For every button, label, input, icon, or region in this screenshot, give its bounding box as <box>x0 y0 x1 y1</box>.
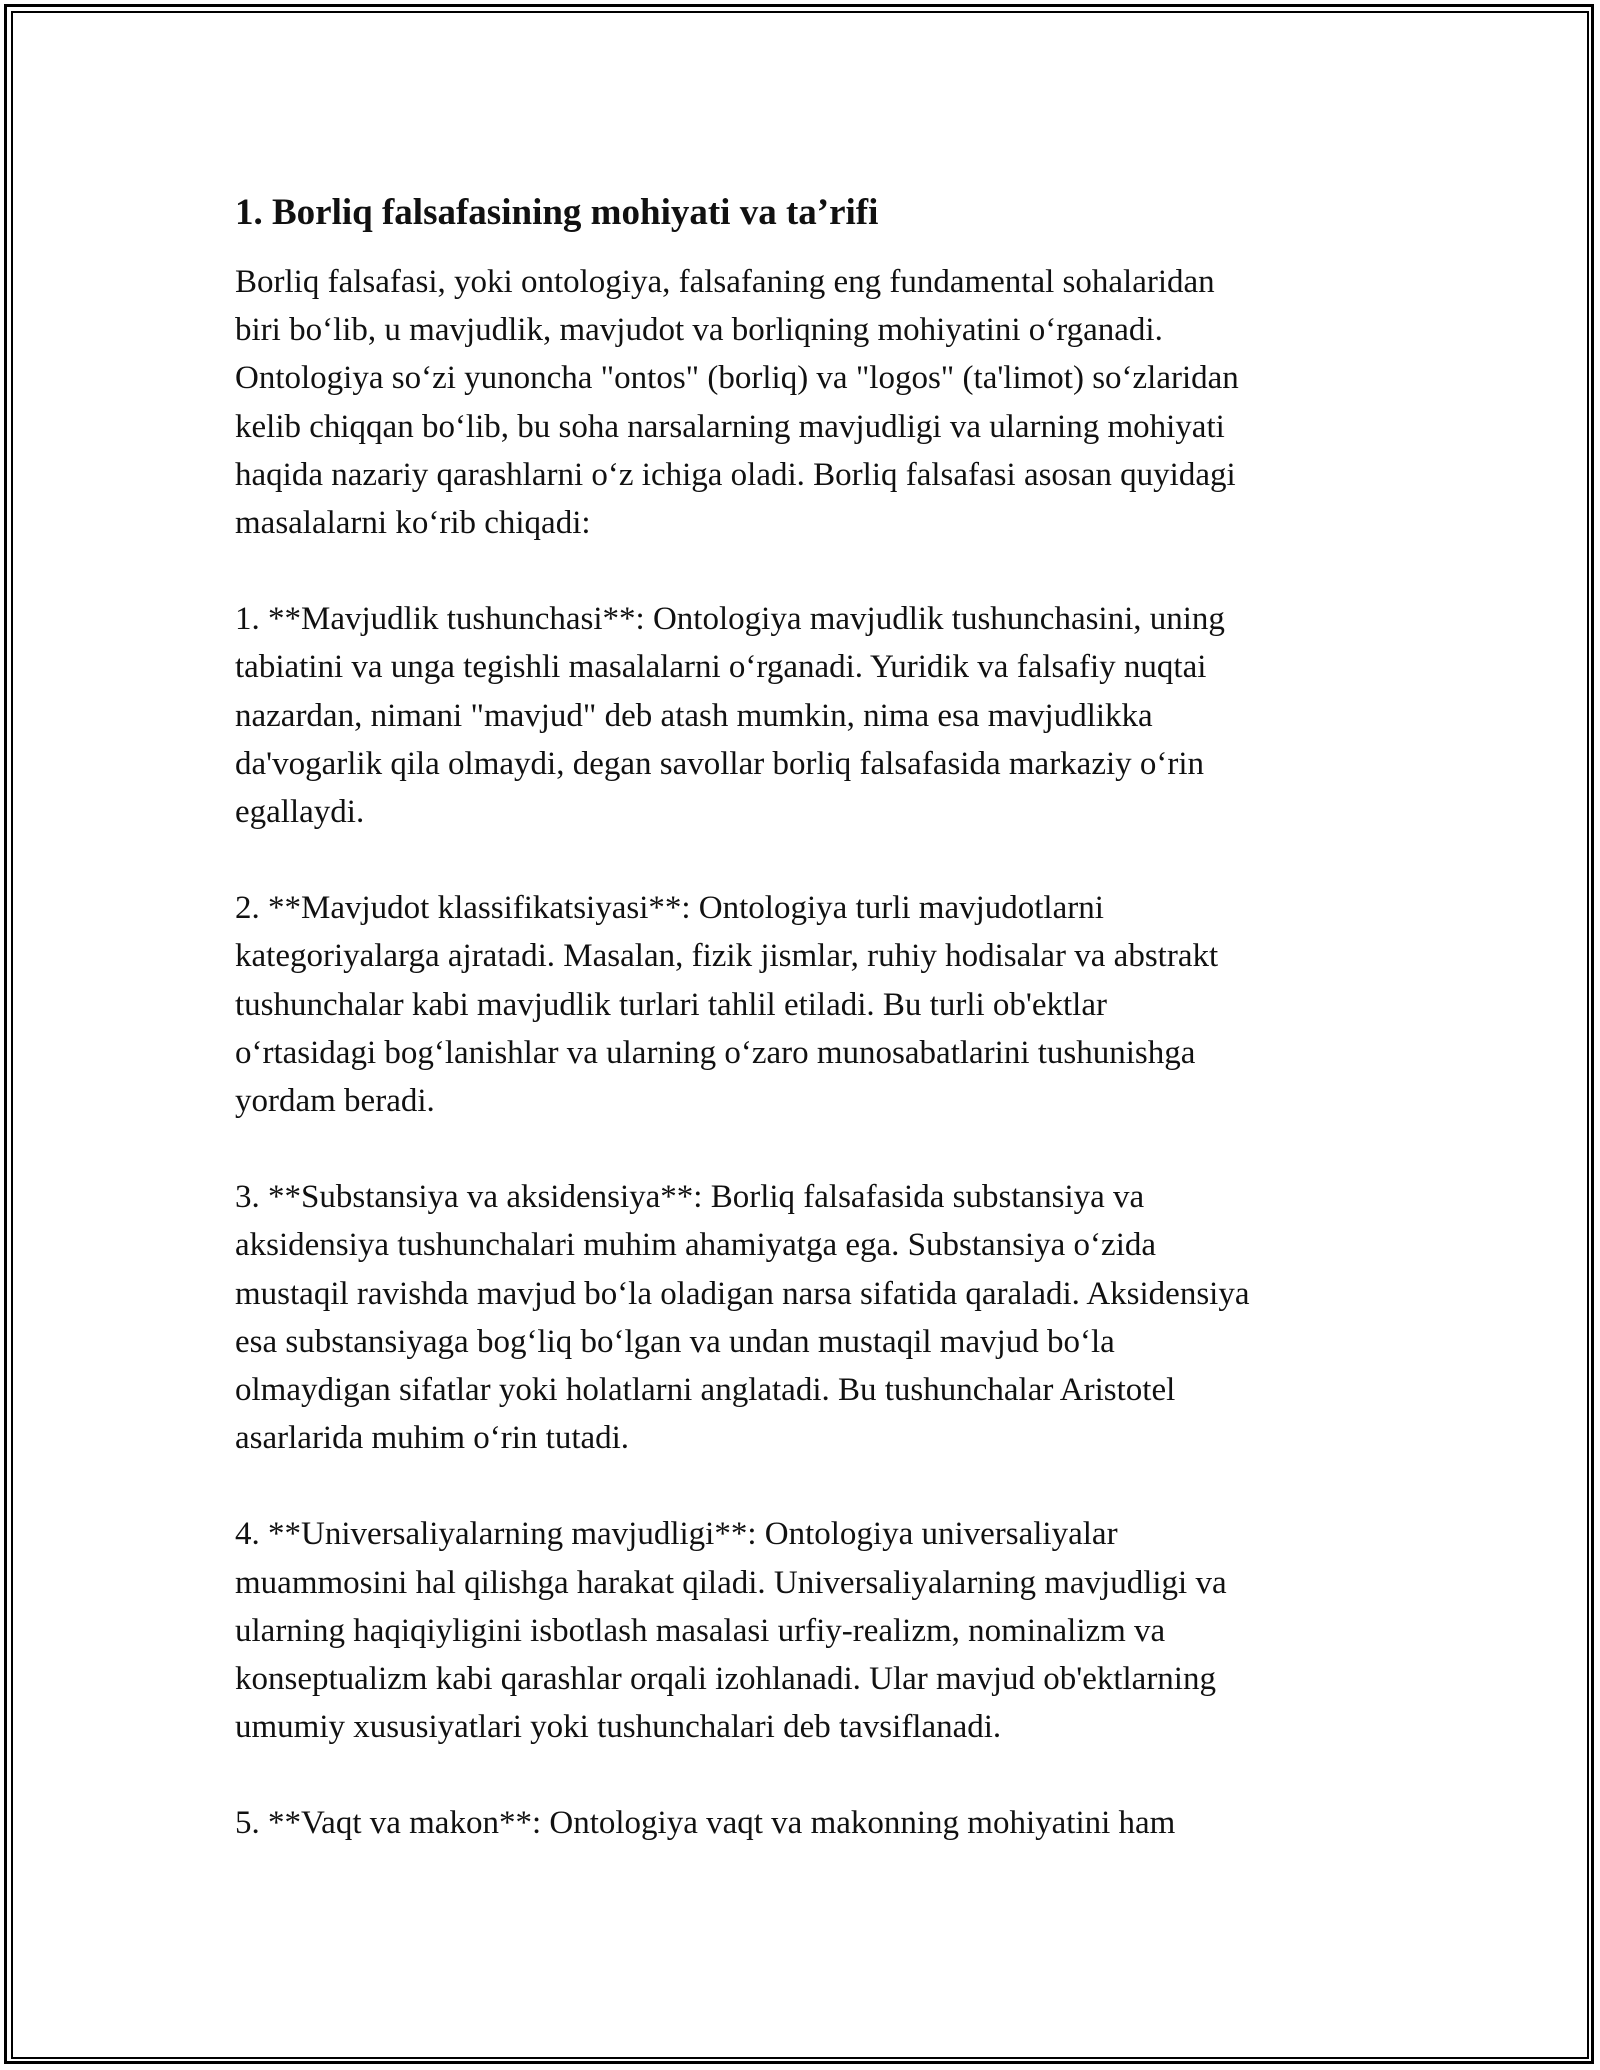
list-item-2: 2. **Mavjudot klassifikatsiyasi**: Ontologiya turli mavjudotlarni kategoriyalarga ajratadi. Masalan, fizik jismlar, ruhiy hodisalar va abstrakt tushunchalar kabi mavjudlik turlari tahlil etiladi. Bu turli ob'ektlar o‘rtasidagi bog‘lanishlar va ularning o‘zaro munosabatlarini tushunishga yordam beradi. <box>235 890 1219 1120</box>
list-item-5: 5. **Vaqt va makon**: Ontologiya vaqt va makonning mohiyatini ham <box>235 1805 1176 1842</box>
list-item-1: 1. **Mavjudlik tushunchasi**: Ontologiya mavjudlik tushunchasini, uning tabiatini va unga tegishli masalalarni o‘rganadi. Yuridik va falsafiy nuqtai nazardan, nimani "mavjud" deb atash mumkin, nima esa mavjudlikka da'vogarlik qila olmaydi, degan savollar borliq falsafasida markaziy o‘rin egallaydi. <box>235 601 1225 831</box>
document-body <box>235 188 1370 1848</box>
section-heading: 1. Borliq falsafasining mohiyati va ta’rifi <box>235 192 879 233</box>
list-item-4: 4. **Universaliyalarning mavjudligi**: Ontologiya universaliyalar muammosini hal qilishga harakat qiladi. Universaliyalarning mavjudligi va ularning haqiqiyligini isbotlash masalasi urfiy-realizm, nominalizm va konseptualizm kabi qarashlar orqali izohlanadi. Ular mavjud ob'ektlarning umumiy xususiyatlari yoki tushunchalari deb tavsiflanadi. <box>235 1516 1227 1746</box>
intro-paragraph: Borliq falsafasi, yoki ontologiya, falsafaning eng fundamental sohalaridan biri bo‘lib, u mavjudlik, mavjudot va borliqning mohiyatini o‘rganadi. Ontologiya so‘zi yunoncha "ontos" (borliq) va "logos" (ta'limot) so‘zlaridan kelib chiqqan bo‘lib, bu soha narsalarning mavjudligi va ularning mohiyati haqida nazariy qarashlarni o‘z ichiga oladi. Borliq falsafasi asosan quyidagi masalalarni ko‘rib chiqadi: <box>235 264 1239 542</box>
list-item-3: 3. **Substansiya va aksidensiya**: Borliq falsafasida substansiya va aksidensiya tushunchalari muhim ahamiyatga ega. Substansiya o‘zida mustaqil ravishda mavjud bo‘la oladigan narsa sifatida qaraladi. Aksidensiya esa substansiyaga bog‘liq bo‘lgan va undan mustaqil mavjud bo‘la olmaydigan sifatlar yoki holatlarni anglatadi. Bu tushunchalar Aristotel asarlarida muhim o‘rin tutadi. <box>235 1179 1250 1457</box>
